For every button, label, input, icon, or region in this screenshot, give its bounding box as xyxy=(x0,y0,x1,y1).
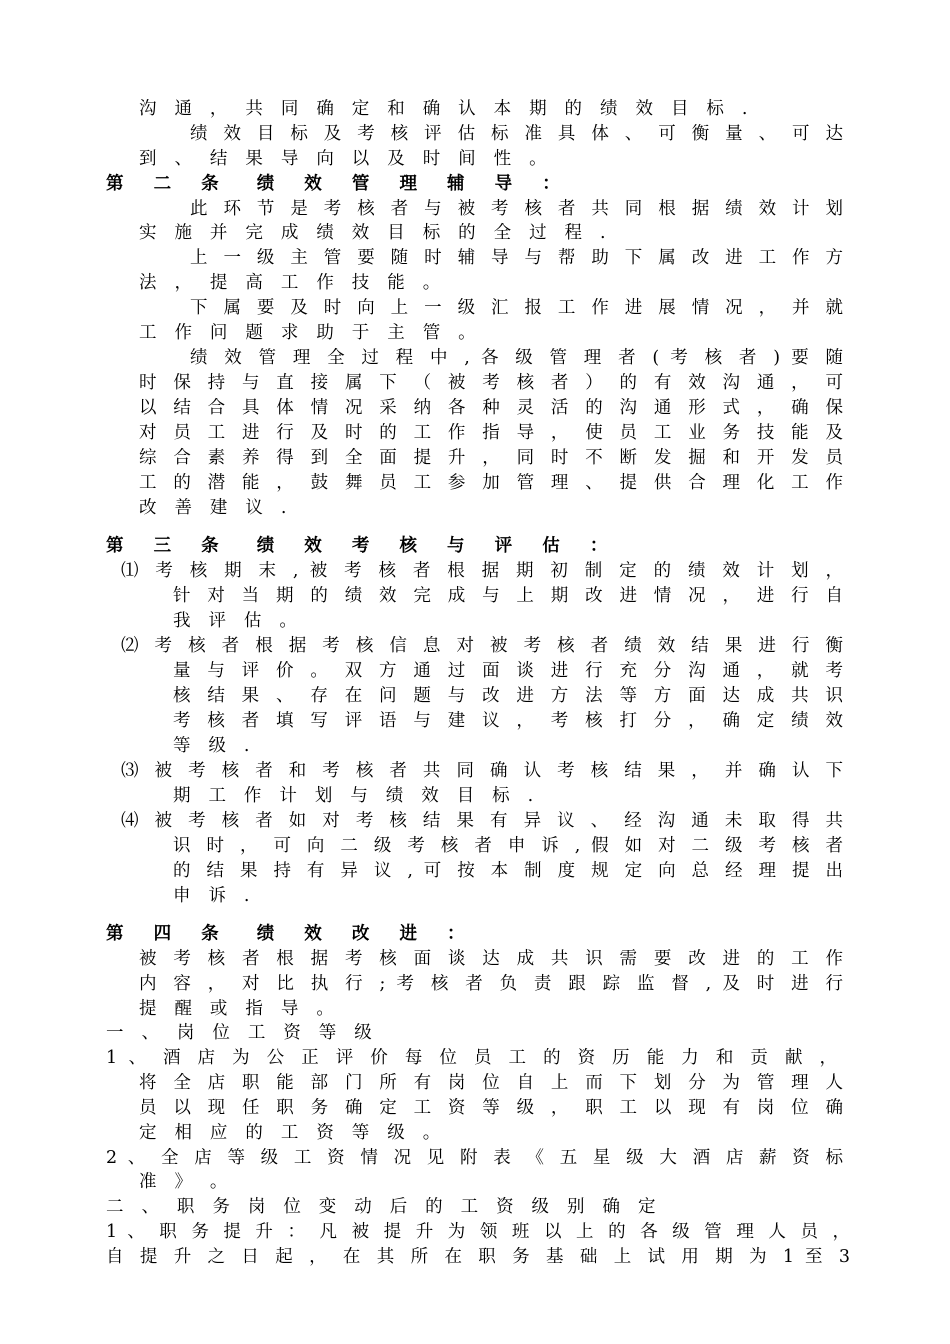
text-line: 工 作 问 题 求 助 于 主 管 。 xyxy=(139,323,482,343)
text-line: 量 与 评 价 。 双 方 通 过 面 谈 进 行 充 分 沟 通 ， 就 考 xyxy=(173,661,843,681)
section-title: 绩 效 管 理 辅 导 ： xyxy=(256,174,572,194)
text-line: 定 相 应 的 工 资 等 级 。 xyxy=(139,1123,447,1143)
text-line: 工 的 潜 能 ， 鼓 舞 员 工 参 加 管 理 、 提 供 合 理 化 工 作 xyxy=(139,473,843,493)
text-line: 申 诉 . xyxy=(173,886,256,906)
section-number: 第 四 条 xyxy=(106,924,231,944)
text-line: 沟 通 ， 共 同 确 定 和 确 认 本 期 的 绩 效 目 标 . xyxy=(139,99,754,119)
text-line: 将 全 店 职 能 部 门 所 有 岗 位 自 上 而 下 划 分 为 管 理 人 xyxy=(139,1073,843,1093)
section-heading xyxy=(106,173,572,197)
text-line: 自 提 升 之 日 起 ， 在 其 所 在 职 务 基 础 上 试 用 期 为 1 至 3 xyxy=(106,1247,850,1267)
text-line: 考 核 者 填 写 评 语 与 建 议 ， 考 核 打 分 ， 确 定 绩 效 xyxy=(173,711,843,731)
list-item: ⑷ 被 考 核 者 如 对 考 核 结 果 有 异 议 、 经 沟 通 未 取 得 共 xyxy=(121,811,843,831)
text-line: 提 醒 或 指 导 。 xyxy=(139,999,341,1019)
section-title: 绩 效 改 进 ： xyxy=(256,924,477,944)
text-line: 时 保 持 与 直 接 属 下 （ 被 考 核 者 ） 的 有 效 沟 通 ， 可 xyxy=(139,373,843,393)
list-item: ⑵ 考 核 者 根 据 考 核 信 息 对 被 考 核 者 绩 效 结 果 进 行 衡 xyxy=(121,636,843,656)
section-heading xyxy=(106,535,619,559)
text-line: 我 评 估 。 xyxy=(173,611,304,631)
list-item: ⑶ 被 考 核 者 和 考 核 者 共 同 确 认 考 核 结 果 ， 并 确 认 下 xyxy=(121,761,843,781)
text-line: 核 结 果 、 存 在 问 题 与 改 进 方 法 等 方 面 达 成 共 识 xyxy=(173,686,843,706)
text-line: 期 工 作 计 划 与 绩 效 目 标 . xyxy=(173,786,540,806)
text-line: 改 善 建 议 . xyxy=(139,498,293,518)
list-item: 2 、 全 店 等 级 工 资 情 况 见 附 表 《 五 星 级 大 酒 店 薪 资 标 xyxy=(106,1148,843,1168)
text-line: 内 容 ， 对 比 执 行 ; 考 核 者 负 责 跟 踪 监 督 , 及 时 进 行 xyxy=(139,974,843,994)
text-line: 的 结 果 持 有 异 议 , 可 按 本 制 度 规 定 向 总 经 理 提 出 xyxy=(173,861,843,881)
text-line: 法 ， 提 高 工 作 技 能 。 xyxy=(139,273,447,293)
text-line: 以 结 合 具 体 情 况 采 纳 各 种 灵 活 的 沟 通 形 式 ， 确 保 xyxy=(139,398,843,418)
text-line: 实 施 并 完 成 绩 效 目 标 的 全 过 程 . xyxy=(139,223,612,243)
text-line: 员 以 现 任 职 务 确 定 工 资 等 级 ， 职 工 以 现 有 岗 位 确 xyxy=(139,1098,843,1118)
list-item: 1 、 职 务 提 升 ： 凡 被 提 升 为 领 班 以 上 的 各 级 管 理 人 员 ， xyxy=(106,1222,850,1242)
section-number: 第 二 条 xyxy=(106,174,231,194)
text-line: 针 对 当 期 的 绩 效 完 成 与 上 期 改 进 情 况 ， 进 行 自 xyxy=(173,586,843,606)
text-line: 综 合 素 养 得 到 全 面 提 升 ， 同 时 不 断 发 掘 和 开 发 员 xyxy=(139,448,843,468)
list-item: ⑴ 考 核 期 末 , 被 考 核 者 根 据 期 初 制 定 的 绩 效 计 划 ， xyxy=(121,561,843,581)
text-line: 对 员 工 进 行 及 时 的 工 作 指 导 ， 使 员 工 业 务 技 能 及 xyxy=(139,423,843,443)
text-line: 被 考 核 者 根 据 考 核 面 谈 达 成 共 识 需 要 改 进 的 工 作 xyxy=(139,949,843,969)
subsection-heading: 一 、 岗 位 工 资 等 级 xyxy=(106,1023,378,1043)
text-line: 准 》 。 xyxy=(139,1172,234,1192)
text-line: 等 级 . xyxy=(173,736,256,756)
section-title: 绩 效 考 核 与 评 估 ： xyxy=(256,536,620,556)
text-line: 识 时 ， 可 向 二 级 考 核 者 申 诉 , 假 如 对 二 级 考 核 者 xyxy=(173,836,843,856)
text-line: 绩 效 管 理 全 过 程 中 , 各 级 管 理 者 ( 考 核 者 ) 要 随 xyxy=(190,348,843,368)
text-line: 此 环 节 是 考 核 者 与 被 考 核 者 共 同 根 据 绩 效 计 划 xyxy=(190,199,843,219)
text-line: 下 属 要 及 时 向 上 一 级 汇 报 工 作 进 展 情 况 ， 并 就 xyxy=(190,298,843,318)
text-line: 到 、 结 果 导 向 以 及 时 间 性 。 xyxy=(139,149,553,169)
text-line: 绩 效 目 标 及 考 核 评 估 标 准 具 体 、 可 衡 量 、 可 达 xyxy=(190,124,843,144)
text-line: 上 一 级 主 管 要 随 时 辅 导 与 帮 助 下 属 改 进 工 作 方 xyxy=(190,248,843,268)
subsection-heading: 二 、 职 务 岗 位 变 动 后 的 工 资 级 别 确 定 xyxy=(106,1197,662,1217)
section-number: 第 三 条 xyxy=(106,536,231,556)
list-item: 1 、 酒 店 为 公 正 评 价 每 位 员 工 的 资 历 能 力 和 贡 献 ， xyxy=(106,1048,837,1068)
section-heading xyxy=(106,923,477,947)
